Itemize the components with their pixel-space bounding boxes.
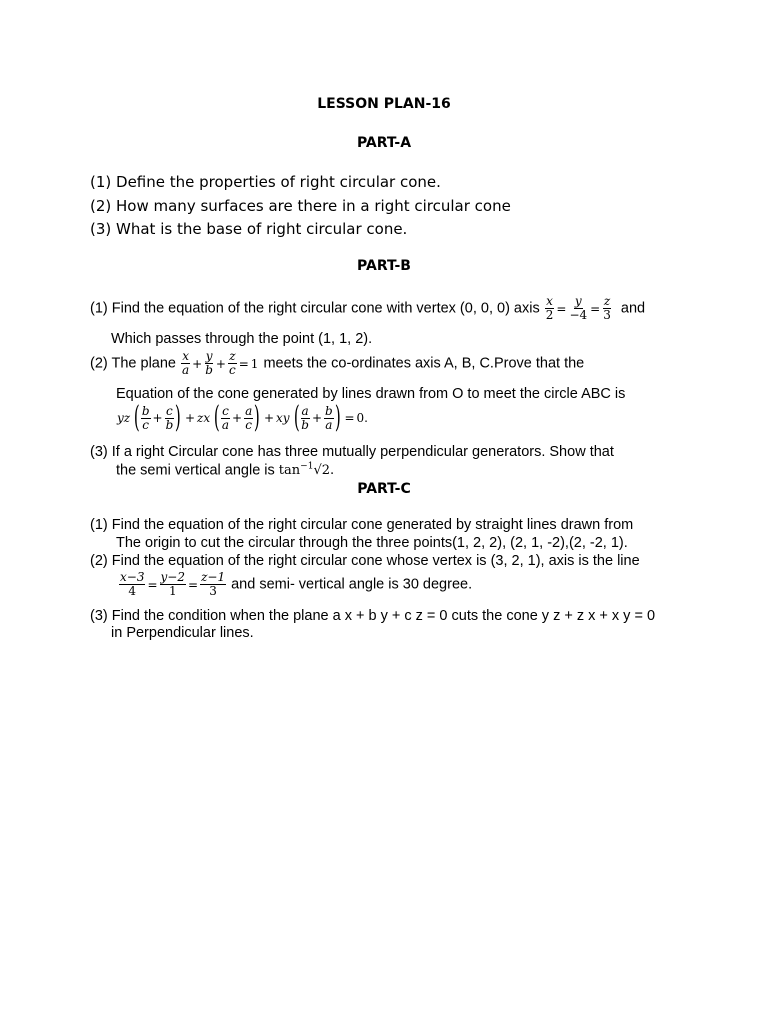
part-c-question-1-line-2: The origin to cut the circular through the three points(1, 2, 2), (2, 1, -2),(2, -2, 1). [116, 535, 628, 551]
fraction-x-2: $\frac{x}{2}$ [545, 294, 554, 322]
tan-inverse: $\tan^{-1}√2$. [278, 462, 335, 479]
fraction-y-minus-2: $\frac{y-2}{1}$ [160, 570, 185, 598]
part-a-heading: PART-A [356, 135, 412, 151]
part-c-heading: PART-C [357, 481, 411, 497]
part-b-question-3-line-2: the semi vertical angle is $\tan^{-1}√2$. [116, 462, 335, 479]
part-a-question-3: (3) What is the base of right circular cone. [90, 220, 408, 238]
part-c-question-3-line-2: in Perpendicular lines. [111, 625, 254, 641]
cone-equation: yz ( $\frac{b}{c}$ + $\frac{c}{b}$ ) + zx ( $\frac{c}{a}$ + $\frac{a}{c}$ ) + xy ( $\frac{a}{b}$ + $\frac{b}{a}$ ) = 0. [117, 400, 368, 435]
part-a-question-1: (1) Define the properties of right circular cone. [90, 173, 441, 191]
part-c-question-2-line-2: $\frac{x-3}{4}$ = $\frac{y-2}{1}$ = $\frac{z-1}{3}$ and semi- vertical angle is 30 degree. [120, 570, 473, 598]
part-a-question-2: (2) How many surfaces are there in a right circular cone [90, 197, 511, 215]
fraction-y-b: $\frac{y}{b}$ [205, 349, 213, 377]
fraction-z-3: $\frac{z}{3}$ [603, 294, 611, 322]
part-b-question-2-line-2: Equation of the cone generated by lines drawn from O to meet the circle ABC is [116, 386, 626, 402]
fraction-x-a: $\frac{x}{a}$ [182, 349, 190, 377]
part-c-question-3: (3) Find the condition when the plane a x + b y + c z = 0 cuts the cone y z + z x + x y = 0 [90, 608, 656, 624]
fraction-z-minus-1: $\frac{z-1}{3}$ [201, 570, 226, 598]
part-b-q2-text: (2) The plane [90, 355, 176, 372]
part-c-question-2: (2) Find the equation of the right circular cone whose vertex is (3, 2, 1), axis is the line [90, 553, 640, 569]
part-b-question-1: (1) Find the equation of the right circular cone with vertex (0, 0, 0) axis $\frac{x}{2}$ = $\frac{y}{-4}$ = $\frac{z}{3}$ and [90, 294, 646, 322]
part-b-q2-text-post: meets the co-ordinates axis A, B, C.Prove that the [263, 355, 585, 372]
lesson-title: LESSON PLAN-16 [317, 96, 451, 112]
part-b-question-3: (3) If a right Circular cone has three mutually perpendicular generators. Show that [90, 444, 614, 460]
part-c-question-1: (1) Find the equation of the right circular cone generated by straight lines drawn from [90, 517, 634, 533]
part-b-question-2: (2) The plane $\frac{x}{a}$ + $\frac{y}{b}$ + $\frac{z}{c}$ = 1 meets the co-ordinates axis A, B, C.Prove that the [90, 349, 585, 377]
part-b-question-1-line-2: Which passes through the point (1, 1, 2). [111, 331, 373, 347]
part-b-q1-text: (1) Find the equation of the right circular cone with vertex (0, 0, 0) axis [90, 300, 540, 317]
part-b-q1-and: and [620, 300, 646, 317]
part-b-heading: PART-B [357, 258, 411, 274]
fraction-z-c: $\frac{z}{c}$ [228, 349, 236, 377]
fraction-x-minus-3: $\frac{x-3}{4}$ [120, 570, 145, 598]
fraction-y-neg4: $\frac{y}{-4}$ [569, 294, 588, 322]
